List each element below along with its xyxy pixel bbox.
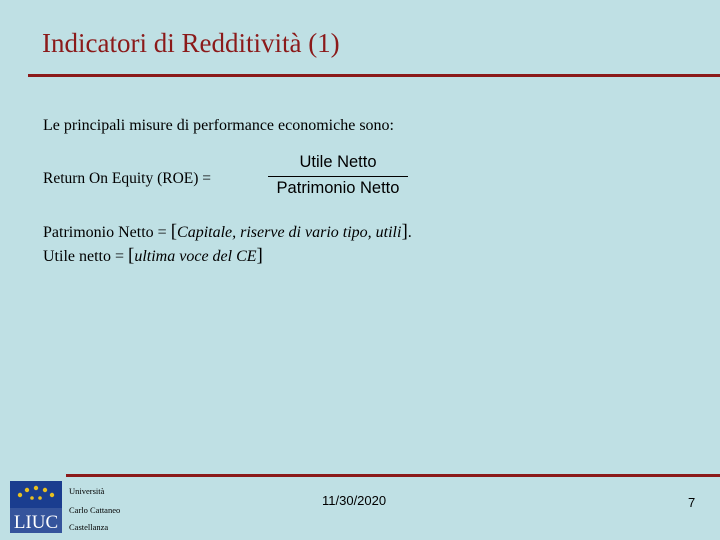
- fraction-bar: [268, 176, 408, 177]
- logo-text: LIUC: [13, 512, 59, 533]
- roe-label: Return On Equity (ROE) =: [43, 170, 212, 187]
- definition-suffix: .: [407, 224, 412, 241]
- org-line-name: Carlo Cattaneo: [69, 505, 121, 515]
- definition-prefix: Utile netto =: [43, 248, 129, 265]
- title-divider: [28, 74, 720, 77]
- slide-title: Indicatori di Redditività (1): [42, 28, 340, 58]
- fraction-numerator: Utile Netto: [299, 153, 377, 171]
- org-line-city: Castellanza: [69, 522, 109, 532]
- page-number: 7: [688, 495, 696, 510]
- definition-patrimonio-netto: [43, 221, 412, 243]
- fraction-denominator: Patrimonio Netto: [276, 179, 400, 197]
- liuc-logo: [10, 481, 62, 533]
- open-bracket: [: [128, 245, 135, 266]
- roe-fraction: [268, 153, 408, 199]
- footer-divider: [66, 474, 720, 477]
- slide-date: 11/30/2020: [322, 493, 387, 508]
- definition-content: ultima voce del CE: [134, 248, 257, 265]
- open-bracket: [: [170, 221, 178, 242]
- close-bracket: ]: [401, 221, 408, 242]
- close-bracket: ]: [256, 245, 263, 266]
- definition-utile-netto: [43, 245, 263, 267]
- intro-text: Le principali misure di performance economiche sono:: [43, 117, 394, 134]
- definition-content: Capitale, riserve di vario tipo, utili: [177, 224, 402, 241]
- definition-prefix: Patrimonio Netto =: [43, 224, 171, 241]
- org-line-university: Università: [69, 486, 105, 496]
